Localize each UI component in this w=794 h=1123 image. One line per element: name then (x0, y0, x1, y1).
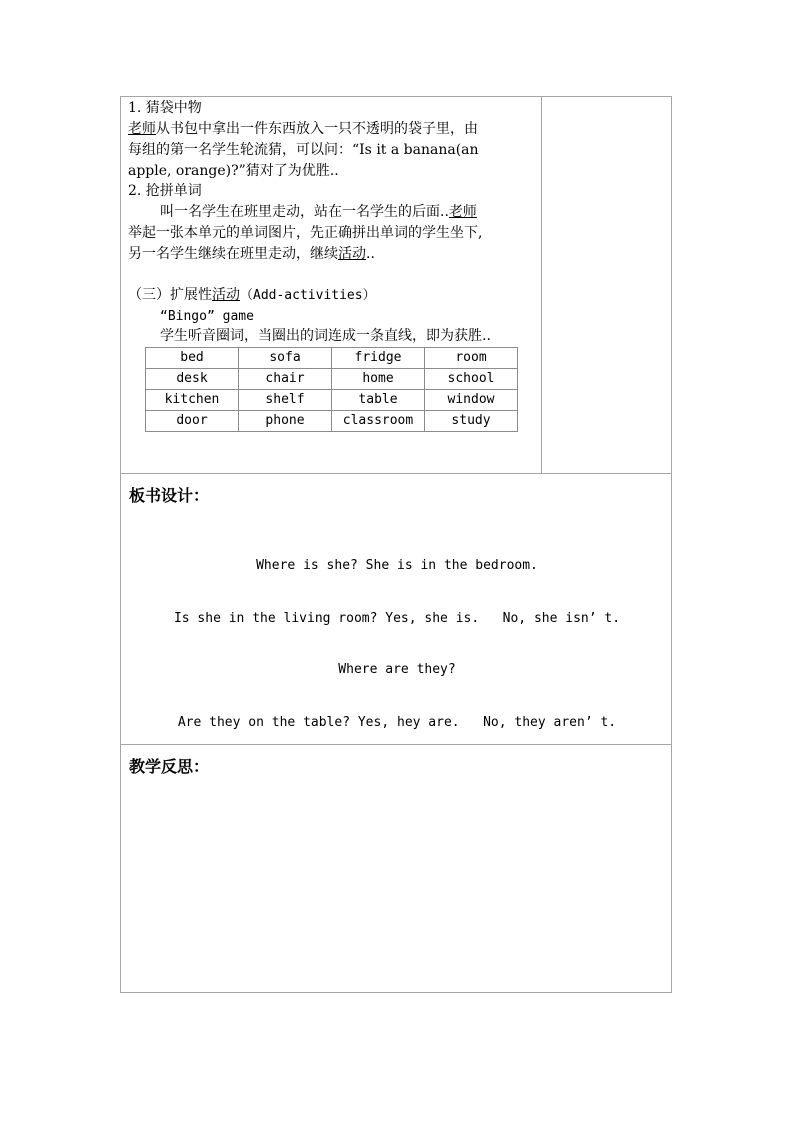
column-divider (541, 97, 542, 473)
row-divider-reflection (121, 744, 671, 745)
item1-line3: apple, orange)?”猜对了为优胜.. (128, 163, 339, 179)
bingo-row (146, 348, 518, 369)
section3-post: （Add-activities） (240, 288, 376, 303)
item2-line2: 举起一张本单元的单词图片，先正确拼出单词的学生坐下, (128, 225, 483, 241)
bingo-cell: fridge (332, 348, 425, 369)
item1-line1 (128, 119, 478, 140)
board-line-3: Where are they? (338, 662, 456, 677)
bingo-cell: room (425, 348, 518, 369)
bingo-cell: bed (146, 348, 239, 369)
bingo-row (146, 369, 518, 390)
bingo-cell: classroom (332, 411, 425, 432)
section3-activity: 活动 (212, 287, 240, 303)
item2-line3-activity: 活动 (338, 246, 366, 262)
bingo-cell: desk (146, 369, 239, 390)
teacher-link-text: 老师 (128, 121, 156, 137)
bingo-cell: table (332, 390, 425, 411)
bingo-cell: kitchen (146, 390, 239, 411)
board-line-2: Is she in the living room? Yes, she is. No, she isn’ t. (173, 611, 621, 626)
item2-line1-pre: 叫一名学生在班里走动，站在一名学生的后面.. (160, 204, 449, 220)
board-heading: 板书设计： (129, 486, 210, 505)
item1-title: 1. 猜袋中物 (128, 100, 202, 116)
item1-line2: 每组的第一名学生轮流猜，可以问：“Is it a banana(an (128, 142, 479, 158)
item2-title: 2. 抢拼单词 (128, 183, 202, 199)
section3-pre: （三）扩展性 (128, 287, 212, 303)
item1-line1-rest: 从书包中拿出一件东西放入一只不透明的袋子里，由 (156, 121, 478, 137)
bingo-cell: home (332, 369, 425, 390)
bingo-row (146, 390, 518, 411)
bingo-cell: shelf (239, 390, 332, 411)
bingo-row (146, 411, 518, 432)
item2-line1 (160, 202, 477, 223)
item2-line1-teacher: 老师 (448, 204, 477, 220)
bingo-grid (145, 347, 518, 432)
bingo-cell: phone (239, 411, 332, 432)
reflection-heading: 教学反思： (129, 757, 210, 776)
item2-line3 (128, 244, 375, 265)
board-line-1: Where is she? She is in the bedroom. (256, 558, 538, 573)
row-divider-board (121, 473, 671, 474)
item2-line3-pre: 另一名学生继续在班里走动，继续 (128, 246, 338, 262)
board-line-4: Are they on the table? Yes, hey are. No, they aren’ t. (177, 715, 617, 730)
item2-line3-post: .. (366, 246, 375, 262)
bingo-cell: chair (239, 369, 332, 390)
section3-heading (128, 285, 376, 306)
bingo-cell: study (425, 411, 518, 432)
bingo-cell: window (425, 390, 518, 411)
lesson-plan-table (120, 96, 672, 993)
bingo-description: 学生听音圈词，当圈出的词连成一条直线，即为获胜.. (160, 328, 491, 344)
bingo-title: “Bingo” game (160, 309, 254, 324)
bingo-cell: school (425, 369, 518, 390)
bingo-cell: door (146, 411, 239, 432)
bingo-cell: sofa (239, 348, 332, 369)
